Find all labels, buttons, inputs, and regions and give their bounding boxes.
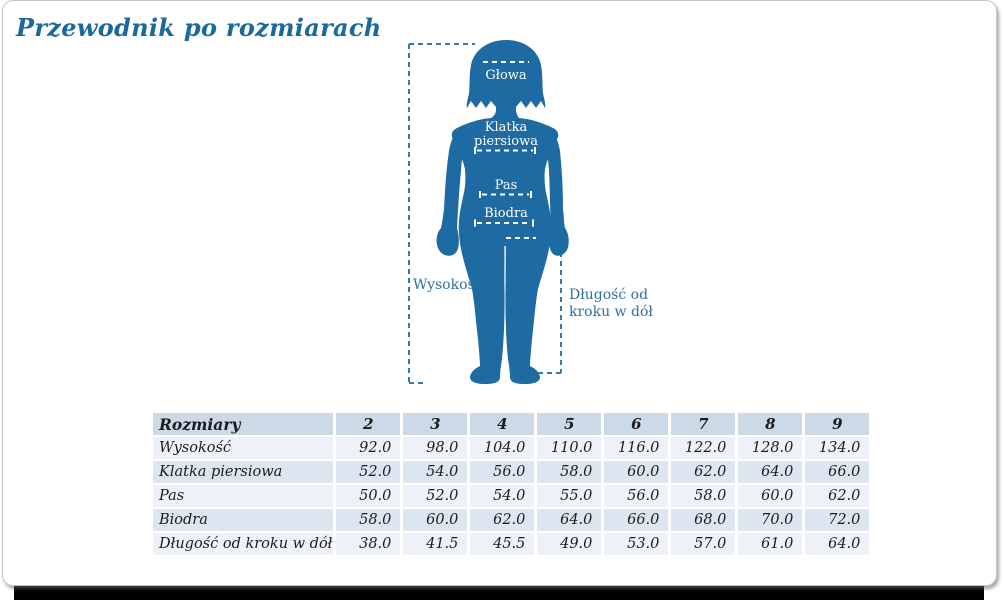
cell-value: 54.0 <box>470 485 534 507</box>
size-column-header: 2 <box>336 413 400 435</box>
measurement-figure <box>393 31 663 401</box>
size-column-header: 7 <box>671 413 735 435</box>
cell-value: 62.0 <box>671 461 735 483</box>
cell-value: 49.0 <box>537 533 601 555</box>
cell-value: 52.0 <box>403 485 467 507</box>
cell-value: 60.0 <box>403 509 467 531</box>
inseam-label-line1: Długość od <box>569 287 649 303</box>
table-row-height <box>153 437 869 459</box>
cell-value: 38.0 <box>336 533 400 555</box>
cell-value: 56.0 <box>604 485 668 507</box>
cell-value: 64.0 <box>805 533 869 555</box>
cell-value: 62.0 <box>805 485 869 507</box>
row-label: Wysokość <box>153 437 333 459</box>
size-column-header: 4 <box>470 413 534 435</box>
cell-value: 50.0 <box>336 485 400 507</box>
inseam-label-line2: kroku w dół <box>569 304 653 320</box>
cell-value: 128.0 <box>738 437 802 459</box>
size-table-corner-header: Rozmiary <box>153 413 333 435</box>
waist-label: Pas <box>494 178 518 193</box>
size-column-header: 8 <box>738 413 802 435</box>
row-label: Klatka piersiowa <box>153 461 333 483</box>
cell-value: 66.0 <box>604 509 668 531</box>
table-row-hips <box>153 509 869 531</box>
row-label: Biodra <box>153 509 333 531</box>
bottom-bar <box>14 586 984 600</box>
cell-value: 70.0 <box>738 509 802 531</box>
child-silhouette-diagram <box>393 31 663 401</box>
cell-value: 64.0 <box>537 509 601 531</box>
row-label: Długość od kroku w dół <box>153 533 333 555</box>
cell-value: 45.5 <box>470 533 534 555</box>
cell-value: 62.0 <box>470 509 534 531</box>
size-column-header: 6 <box>604 413 668 435</box>
size-column-header: 9 <box>805 413 869 435</box>
cell-value: 60.0 <box>738 485 802 507</box>
cell-value: 64.0 <box>738 461 802 483</box>
table-row-waist <box>153 485 869 507</box>
cell-value: 66.0 <box>805 461 869 483</box>
cell-value: 56.0 <box>470 461 534 483</box>
cell-value: 54.0 <box>403 461 467 483</box>
chest-label-line1: Klatka <box>484 120 528 135</box>
chest-label-line2: piersiowa <box>474 134 538 149</box>
row-label: Pas <box>153 485 333 507</box>
cell-value: 58.0 <box>537 461 601 483</box>
size-table <box>150 411 872 557</box>
size-column-header: 5 <box>537 413 601 435</box>
cell-value: 116.0 <box>604 437 668 459</box>
table-row-chest <box>153 461 869 483</box>
cell-value: 41.5 <box>403 533 467 555</box>
cell-value: 92.0 <box>336 437 400 459</box>
cell-value: 61.0 <box>738 533 802 555</box>
page-title: Przewodnik po rozmiarach <box>16 13 382 42</box>
cell-value: 68.0 <box>671 509 735 531</box>
table-row-inseam <box>153 533 869 555</box>
cell-value: 58.0 <box>336 509 400 531</box>
cell-value: 110.0 <box>537 437 601 459</box>
cell-value: 122.0 <box>671 437 735 459</box>
cell-value: 60.0 <box>604 461 668 483</box>
head-label: Głowa <box>485 68 527 83</box>
cell-value: 57.0 <box>671 533 735 555</box>
cell-value: 58.0 <box>671 485 735 507</box>
cell-value: 72.0 <box>805 509 869 531</box>
content-card <box>2 0 997 586</box>
cell-value: 52.0 <box>336 461 400 483</box>
hips-label: Biodra <box>484 206 528 221</box>
size-column-header: 3 <box>403 413 467 435</box>
cell-value: 53.0 <box>604 533 668 555</box>
height-label: Wysokość <box>413 277 483 293</box>
cell-value: 134.0 <box>805 437 869 459</box>
cell-value: 104.0 <box>470 437 534 459</box>
cell-value: 55.0 <box>537 485 601 507</box>
size-table-header-row <box>153 413 869 435</box>
cell-value: 98.0 <box>403 437 467 459</box>
